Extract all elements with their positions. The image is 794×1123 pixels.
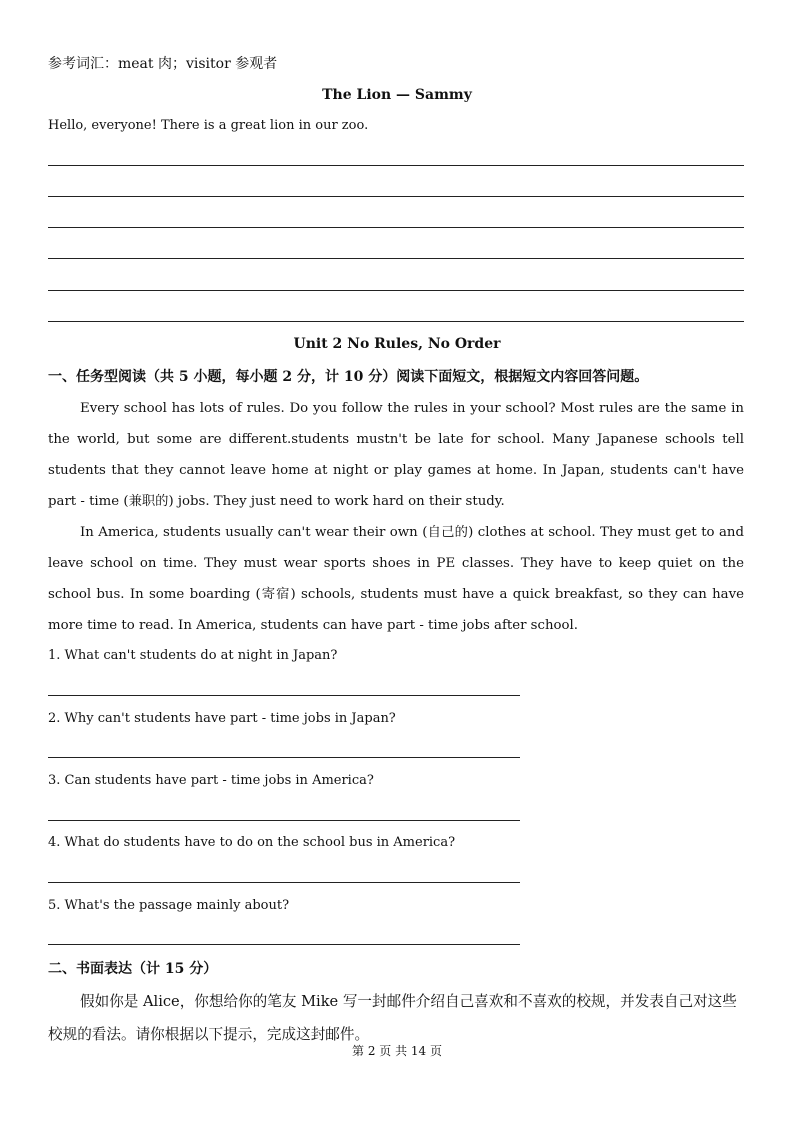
passage-paragraph-2: In America, students usually can't wear their own (自己的) clothes at school. They must get to and leave school on time. They must wear sports shoes in PE classes. They have to keep quiet on the school bus. In some boarding (寄宿) schools, students must have a quick breakfast, so they can have more time to read. In America, students can have part - time jobs after school.	[48, 525, 744, 633]
section2-heading: 二、书面表达（计 15 分）	[48, 961, 218, 977]
lion-essay-title: The Lion — Sammy	[322, 87, 472, 103]
writing-line[interactable]	[48, 321, 744, 322]
question-3: 3. Can students have part - time jobs in America?	[48, 773, 374, 788]
page-footer: 第 2 页 共 14 页	[352, 1044, 442, 1058]
answer-line-3[interactable]	[48, 820, 520, 821]
answer-line-4[interactable]	[48, 882, 520, 883]
writing-line[interactable]	[48, 165, 744, 166]
writing-line[interactable]	[48, 227, 744, 228]
writing-line[interactable]	[48, 196, 744, 197]
question-2: 2. Why can't students have part - time jobs in Japan?	[48, 711, 396, 726]
writing-line[interactable]	[48, 258, 744, 259]
question-5: 5. What's the passage mainly about?	[48, 898, 290, 913]
answer-line-1[interactable]	[48, 695, 520, 696]
unit-title: Unit 2 No Rules, No Order	[293, 336, 501, 352]
writing-line[interactable]	[48, 290, 744, 291]
writing-task: 假如你是 Alice，你想给你的笔友 Mike 写一封邮件介绍自己喜欢和不喜欢的校规，并发表自己对这些校规的看法。请你根据以下提示，完成这封邮件。	[48, 993, 737, 1043]
vocabulary-hint: 参考词汇：meat 肉；visitor 参观者	[48, 56, 278, 72]
question-1: 1. What can't students do at night in Japan?	[48, 648, 338, 663]
answer-line-5[interactable]	[48, 944, 520, 945]
answer-line-2[interactable]	[48, 757, 520, 758]
lion-essay-opening: Hello, everyone! There is a great lion in our zoo.	[48, 118, 369, 133]
section1-heading: 一、任务型阅读（共 5 小题，每小题 2 分，计 10 分）阅读下面短文，根据短文内容回答问题。	[48, 369, 649, 385]
question-4: 4. What do students have to do on the school bus in America?	[48, 835, 456, 850]
passage-paragraph-1: Every school has lots of rules. Do you follow the rules in your school? Most rules are the same in the world, but some are different.students mustn't be late for school. Many Japanese schools tell students that they cannot leave home at night or play games at home. In Japan, students can't have part - time (兼职的) jobs. They just need to work hard on their study.	[48, 401, 744, 509]
